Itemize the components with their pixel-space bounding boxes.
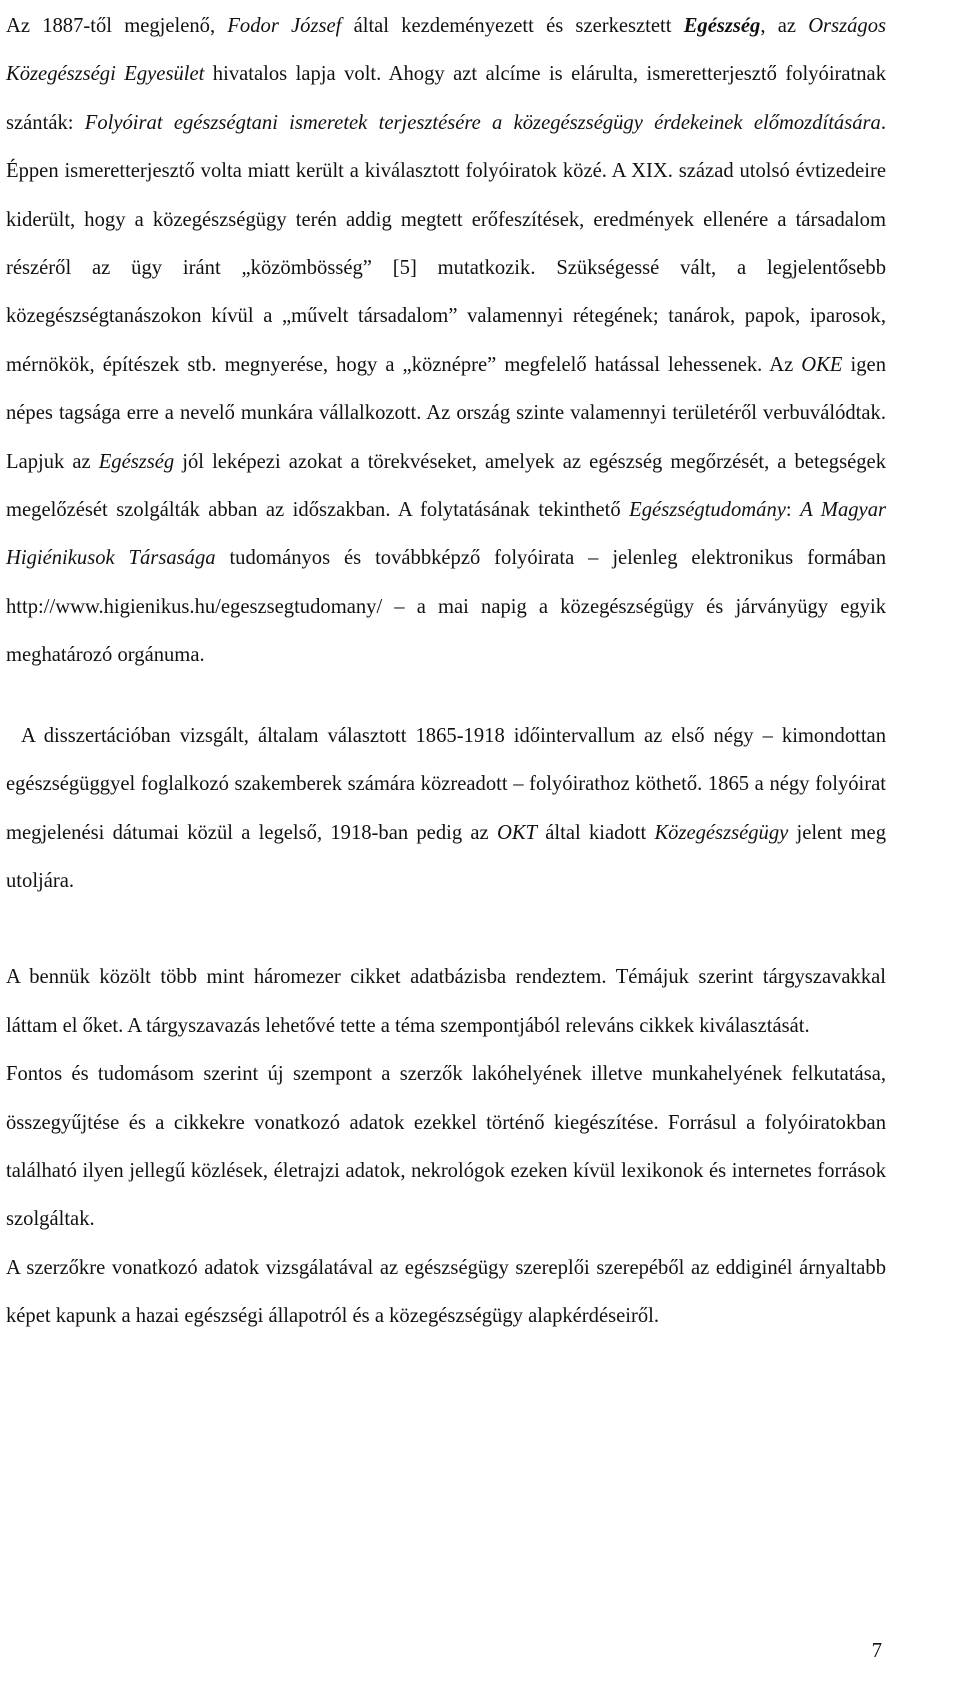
text-run: által kezdeményezett és szerkesztett [341,15,684,37]
text-run: Az 1887-től megjelenő, [6,15,228,37]
italic-text: Közegészségügy [654,821,789,844]
text-run: A disszertációban vizsgált, általam választott 1865-1918 időintervallum az első négy – kimondottan egészségüggyel foglalkozó szakemberek számára közreadott – folyóirathoz köthető. 1865 a négy folyóirat megjelenési dátumai közül a legelső, 1918-ban pedig az [6,724,886,844]
italic-text: A Magyar Higiénikusok Társasága [6,499,887,570]
text-run: A bennük közölt több mint háromezer cikket adatbázisba rendeztem. Témájuk szerint tárgyszavakkal láttam el őket. A tárgyszavazás lehetővé tette a téma szempontjából releváns cikkek kiválasztását. [6,966,886,1037]
text-run: által kiadott [537,821,655,844]
italic-text: Országos Közegészségi Egyesület [6,15,887,86]
text-run: jól leképezi azokat a törekvéseket, amelyek az egészség megőrzését, a betegségek megelőzését szolgálták abban az időszakban. A folytatásának tekinthető [6,450,886,522]
italic-text: OKT [496,821,538,844]
text-run: . Éppen ismeretterjesztő volta miatt került a kiválasztott folyóiratok közé. A XIX. század utolsó évtizedeire kiderült, hogy a közegészségügy terén addig megtett erőfeszítések, eredmények ellenére a társadalom részéről az ügy iránt „közömbösség” [5] mutatkozik. Szükségessé vált, a legjelentősebb közegészségtanászokon kívül a „művelt társadalom” valamennyi rétegének; tanárok, papok, iparosok, mérnökök, építészek stb. megnyerése, hogy a „köznépre” megfelelő hatással lehessenek. Az [6,111,886,376]
text-run: jelent meg utoljára. [6,821,886,892]
italic-text: Fodor József [227,15,342,37]
text-run: : [785,499,801,522]
text-run: hivatalos lapja volt. Ahogy azt alcíme is elárulta, ismeretterjesztő folyóiratnak szánták: [6,63,886,134]
text-run: A szerzőkre vonatkozó adatok vizsgálatával az egészségügy szereplői szerepéből az eddiginél árnyaltabb képet kapunk a hazai egészségi állapotról és a közegészségügy alapkérdéseiről. [6,1256,886,1328]
document-page [6,2,886,1341]
italic-text: OKE [801,353,843,376]
paragraph-author-locations [6,1050,886,1244]
paragraph-author-roles [6,1244,886,1341]
italic-text: Egészség [98,450,175,473]
paragraph-time-interval [6,712,886,906]
text-run: , az [760,15,809,37]
text-run: tudományos és továbbképző folyóirata – jelenleg elektronikus formában http://www.higienikus.hu/egeszsegtudomany/ – a mai napig a közegészségügy és járványügy egyik meghatározó orgánuma. [6,547,886,667]
paragraph-egeszseg-journal [6,2,886,680]
paragraph-database [6,953,886,1050]
bold-italic-title: Egészség [683,15,761,37]
italic-text: Egészségtudomány [629,499,786,522]
text-run: igen népes tagsága erre a nevelő munkára vállalkozott. Az ország szinte valamennyi területéről verbuválódtak. Lapjuk az [6,353,886,473]
page-number: 7 [871,1640,882,1662]
italic-text: Folyóirat egészségtani ismeretek terjesztésére a közegészségügy érdekeinek előmozdítására [84,111,881,134]
text-run: Fontos és tudomásom szerint új szempont a szerzők lakóhelyének illetve munkahelyének felkutatása, összegyűjtése és a cikkekre vonatkozó adatok ezekkel történő kiegészítése. Forrásul a folyóiratokban található ilyen jellegű közlések, életrajzi adatok, nekrológok ezeken kívül lexikonok és internetes források szolgáltak. [6,1063,886,1231]
